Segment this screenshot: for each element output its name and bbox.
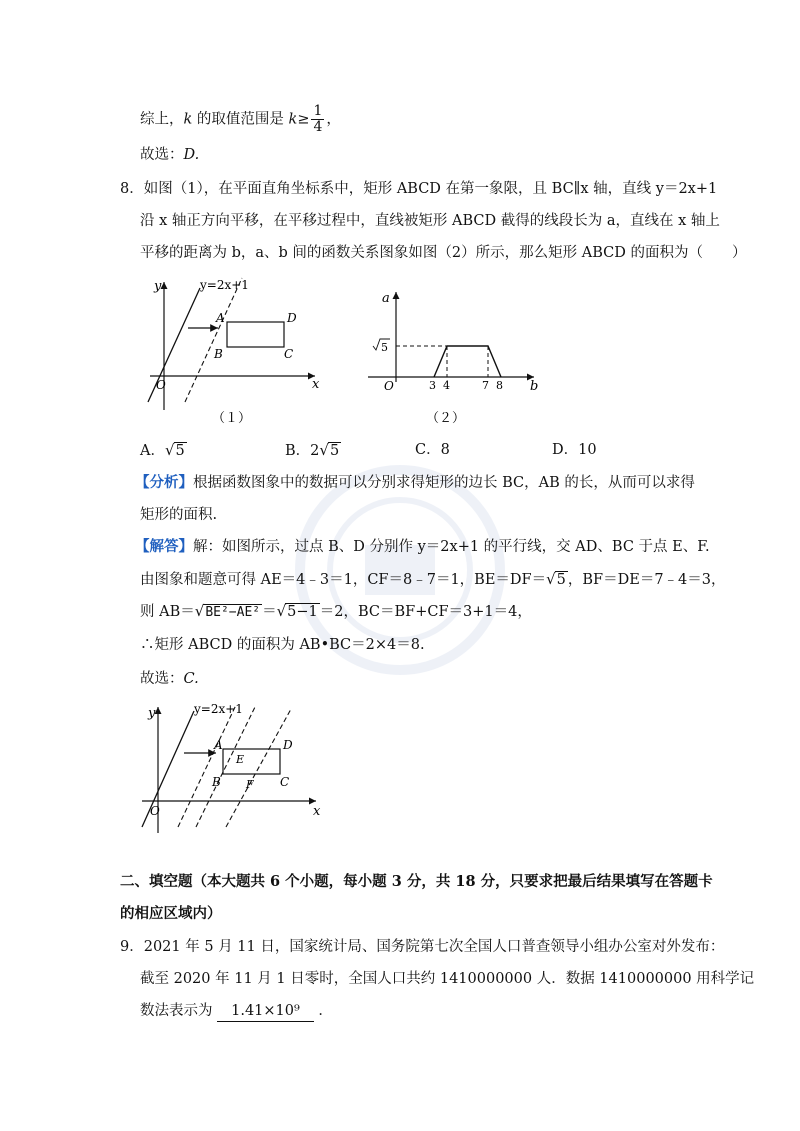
prev-choose: 故选：D. [140,147,200,163]
svg-text:O: O [384,379,394,393]
svg-text:x: x [312,377,320,392]
q9-line1: 9．2021 年 5 月 11 日，国家统计局、国务院第七次全国人口普查领导小组办公室对外发布： [120,939,725,955]
fig1-caption: （１） [212,411,252,426]
answer-line2: 由图象和题意可得 AE＝4﹣3＝1，CF＝8﹣7＝1，BE＝DF＝√5 ，BF＝DE＝7﹣4＝3， [140,570,726,588]
answer-line1: 【解答】解：如图所示，过点 B、D 分别作 y＝2x+1 的平行线，交 AD、BC 于点 E、F. [135,538,710,555]
q9-line2: 截至 2020 年 11 月 1 日零时，全国人口共约 1410000000 人．数据 1410000000 用科学记 [140,971,755,987]
svg-text:5: 5 [381,341,388,354]
figure-3 [136,695,326,840]
q8-line3: 平移的距离为 b，a、b 间的函数关系图象如图（2）所示，那么矩形 ABCD 的面积为（ ） [140,245,747,261]
svg-text:4: 4 [443,379,450,392]
analysis-line1: 【分析】根据函数图象中的数据可以分别求得矩形的边长 BC，AB 的长，从而可以求得 [135,474,695,491]
prev-summary: 综上，k 的取值范围是 k≥ $\frac{1}{4}$ ， [140,103,341,135]
answer-line3: 则 AB＝√BE²−AE² ＝√5−1 ＝2，BC＝BF+CF＝3+1＝4， [140,602,532,620]
rectangle-abcd [223,749,280,774]
rectangle-abcd [227,322,284,347]
svg-text:O: O [150,804,160,818]
svg-text:A: A [216,311,225,325]
q9-answer: 1.41×10⁹ [217,1001,314,1022]
svg-text:A: A [214,738,223,752]
svg-text:D: D [287,311,297,325]
q9-line3: 数法表示为 1.41×10⁹ ． [140,1001,333,1022]
q8-line2: 沿 x 轴正方向平移，在平移过程中，直线被矩形 ABCD 截得的线段长为 a，直线在 x 轴上 [140,213,720,229]
q8-line1: 8．如图（1），在平面直角坐标系中，矩形 ABCD 在第一象限，且 BC∥x 轴，直线 y＝2x+1 [120,181,718,197]
option-d: D．10 [552,442,597,458]
svg-text:C: C [284,347,294,361]
svg-text:x: x [313,804,321,819]
fig2-caption: （２） [426,411,466,426]
figure-2 [362,282,552,440]
option-b: B．2√5 [285,441,340,459]
svg-text:y: y [148,706,156,721]
answer-line4: ∴矩形 ABCD 的面积为 AB•BC＝2×4＝8. [140,637,425,653]
answer-choose: 故选：C. [140,671,199,687]
svg-text:8: 8 [496,379,503,392]
section-2-heading-cont: 的相应区域内） [120,905,222,922]
function-graph [434,346,501,377]
svg-text:F: F [246,778,254,791]
moving-line-dashed [185,278,242,402]
svg-text:3: 3 [429,379,436,392]
option-c: C．8 [415,442,450,458]
svg-text:B: B [212,775,221,789]
figure-1 [140,270,340,440]
svg-text:y: y [154,279,162,294]
svg-text:C: C [280,775,290,789]
svg-text:y=2x+1: y=2x+1 [194,702,243,716]
svg-text:E: E [236,753,245,766]
section-2-heading: 二、填空题（本大题共 6 个小题，每小题 3 分，共 18 分，只要求把最后结果填写在答题卡 [120,873,713,890]
svg-text:a: a [382,291,390,306]
option-a: A．√5 [140,441,185,459]
fig1-line-label: y=2x+1 [200,278,249,292]
analysis-line2: 矩形的面积. [140,507,218,523]
svg-text:7: 7 [482,379,489,392]
fraction-one-quarter: $\frac{1}{4}$ [313,103,323,135]
svg-text:B: B [214,347,223,361]
svg-text:O: O [156,378,166,392]
svg-text:D: D [283,738,293,752]
svg-text:b: b [530,379,539,394]
